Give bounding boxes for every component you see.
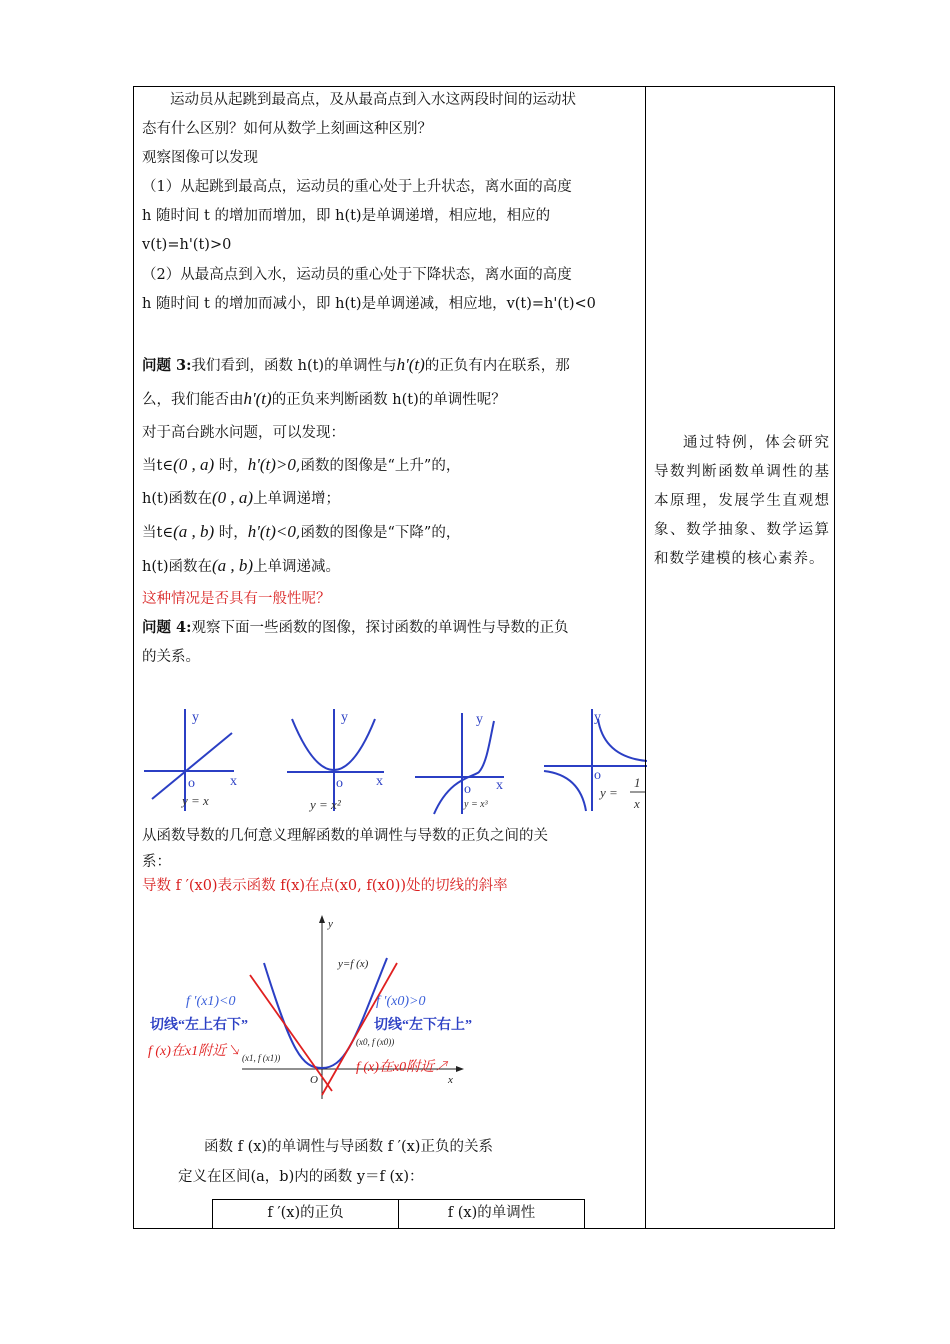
near-x0-text: f (x)在x0附近↗ xyxy=(356,1060,449,1075)
g2-x-label: x xyxy=(376,774,383,789)
point-x0-label: (x0, f (x0)) xyxy=(356,1037,395,1047)
relation-table xyxy=(212,1199,585,1229)
g4-y-label: y xyxy=(594,710,601,725)
para-3c: v(t)=h'(t)>0 xyxy=(142,237,232,253)
para-6b: 系： xyxy=(142,854,171,870)
case-3-line: 当t∈(a , b) 时，h'(t)<0,函数的图像是“下降”的， xyxy=(142,522,461,541)
generality-question: 这种情况是否具有一般性呢？ xyxy=(142,591,331,607)
para-6a: 从函数导数的几何意义理解函数的单调性与导数的正负之间的关 xyxy=(142,828,548,844)
g4-o-label: o xyxy=(594,768,601,783)
para-5: 对于高台跳水问题，可以发现： xyxy=(142,425,345,441)
curve-label: y=f (x) xyxy=(338,958,369,970)
para-4a: （2）从最高点到入水，运动员的重心处于下降状态，离水面的高度 xyxy=(142,267,572,283)
g4-hyperbola-right xyxy=(598,719,647,761)
para-3a: （1）从起跳到最高点，运动员的重心处于上升状态，离水面的高度 xyxy=(142,179,572,195)
case-2-line: h(t)函数在(0 , a)上单调递增； xyxy=(142,488,341,507)
case-1-line: 当t∈(0 , a) 时，h'(t)>0,函数的图像是“上升”的， xyxy=(142,455,461,474)
tangent-illustration xyxy=(142,913,522,1105)
function-graphs xyxy=(142,699,647,817)
question-3-label: 问题 3: xyxy=(142,357,192,374)
g4-caption-den: x xyxy=(634,796,640,811)
g1-caption: y = x xyxy=(182,793,209,808)
para-1b: 态有什么区别？如何从数学上刻画这种区别？ xyxy=(142,121,432,137)
relation-table-col-2: f (x)的单调性 xyxy=(398,1200,584,1228)
g4-caption-y: y = xyxy=(600,785,618,800)
near-x1-text: f (x)在x1附近↘ xyxy=(148,1044,241,1059)
tangent-y-label: y xyxy=(328,918,333,930)
process-cell xyxy=(142,87,640,1228)
g3-o-label: o xyxy=(464,782,471,797)
tangent-o-label: O xyxy=(310,1074,318,1086)
g3-caption: y = x³ xyxy=(464,799,488,810)
para-4b: h 随时间 t 的增加而减小，即 h(t)是单调递减，相应地，v(t)=h'(t)<0 xyxy=(142,296,596,312)
column-divider xyxy=(645,87,646,1228)
question-3-line-2: 么，我们能否由h'(t)的正负来判断函数 h(t)的单调性呢？ xyxy=(142,389,506,408)
relation-table-col-1: f ′(x)的正负 xyxy=(267,1205,344,1221)
tangent-x-label: x xyxy=(448,1074,453,1086)
relation-title: 函数 f (x)的单调性与导函数 f ′(x)正负的关系 xyxy=(204,1139,493,1155)
positive-slope-label: f ′(x0)>0 xyxy=(376,994,426,1009)
g2-y-label: y xyxy=(341,710,348,725)
question-4-line-1: 问题 4:观察下面一些函数的图像，探讨函数的单调性与导数的正负 xyxy=(142,619,569,636)
point-x1-label: (x1, f (x1)) xyxy=(242,1053,281,1063)
derivative-definition: 导数 f ′(x0)表示函数 f(x)在点(x0, f(x0))处的切线的斜率 xyxy=(142,878,508,894)
g1-x-label: x xyxy=(230,774,237,789)
left-tangent-line xyxy=(250,975,332,1091)
h-prime-1: h'(t) xyxy=(396,355,425,374)
negative-slope-label: f ′(x1)<0 xyxy=(186,994,236,1009)
case-4-line: h(t)函数在(a , b)上单调递减。 xyxy=(142,556,341,575)
design-intent-cell xyxy=(654,429,830,574)
g3-y-label: y xyxy=(476,712,483,727)
para-2: 观察图像可以发现 xyxy=(142,150,258,166)
h-prime-2: h'(t) xyxy=(243,389,272,408)
left-tangent-text: 切线“左上右下” xyxy=(150,1018,248,1033)
g2-caption: y = x² xyxy=(310,797,341,812)
lesson-table xyxy=(133,86,835,1229)
g1-o-label: o xyxy=(188,776,195,791)
question-4-label: 问题 4: xyxy=(142,619,192,636)
g3-x-label: x xyxy=(496,778,503,793)
g4-hyperbola-left xyxy=(544,771,586,811)
question-4-line-2: 的关系。 xyxy=(142,649,200,665)
para-1: 运动员从起跳到最高点，及从最高点到入水这两段时间的运动状 xyxy=(170,92,576,108)
g2-o-label: o xyxy=(336,776,343,791)
question-3-line-1: 问题 3:我们看到，函数 h(t)的单调性与h'(t)的正负有内在联系，那 xyxy=(142,355,570,374)
right-tangent-text: 切线“左下右上” xyxy=(374,1018,472,1033)
g4-caption-num: 1 xyxy=(634,775,641,790)
design-intent-text: 通过特例，体会研究导数判断函数单调性的基本原理，发展学生直观想象、数学抽象、数学运算和数学建模的核心素养。 xyxy=(654,435,830,567)
definition-line: 定义在区间(a，b)内的函数 y＝f (x)： xyxy=(178,1169,424,1185)
g1-y-label: y xyxy=(192,710,199,725)
para-3b: h 随时间 t 的增加而增加，即 h(t)是单调递增，相应地，相应的 xyxy=(142,208,551,224)
